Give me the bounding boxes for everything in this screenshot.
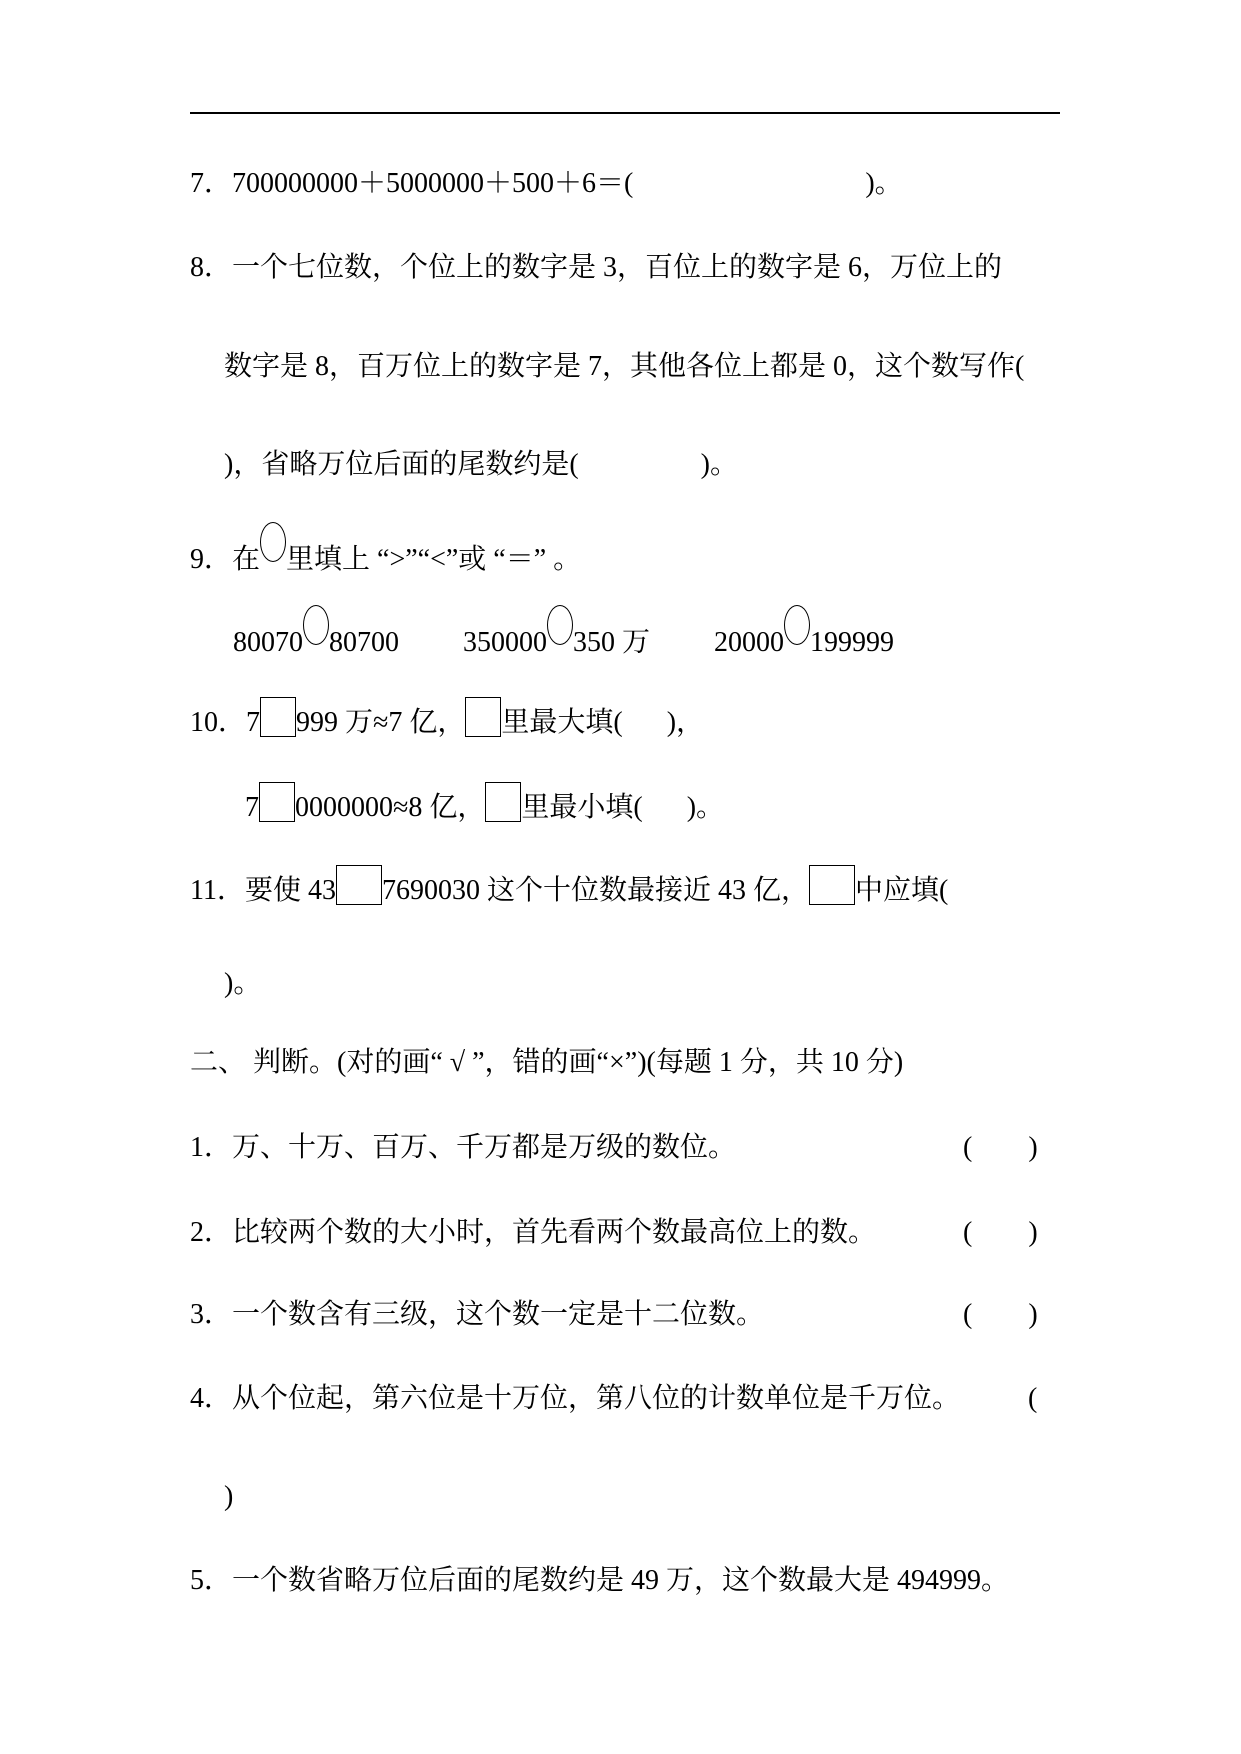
q11-a: 11．要使 43: [190, 875, 336, 906]
answer-paren[interactable]: (: [1028, 1383, 1038, 1414]
answer-circle[interactable]: [547, 605, 573, 645]
answer-paren[interactable]: ( ): [963, 1217, 1038, 1248]
answer-box[interactable]: [260, 697, 296, 737]
answer-box[interactable]: [336, 865, 382, 905]
q11-b: 7690030 这个十位数最接近 43 亿，: [381, 875, 809, 906]
section-2-title: 二、 判断。(对的画“ √ ”，错的画“×”)(每题 1 分，共 10 分): [190, 1047, 904, 1078]
question-11: [190, 865, 948, 908]
pair1-left: 80070: [233, 627, 303, 658]
judge-item-4: 4．从个位起，第六位是十万位，第八位的计数单位是千万位。: [190, 1383, 961, 1414]
answer-circle[interactable]: [303, 605, 329, 645]
q10-g: 里最小填(: [521, 792, 643, 823]
question-9-pairs: [233, 615, 894, 660]
question-9: [190, 532, 581, 577]
answer-circle[interactable]: [784, 605, 810, 645]
q10-h: )。: [686, 792, 725, 823]
question-11-line2: )。: [224, 968, 262, 999]
answer-paren-close: ): [224, 1481, 234, 1512]
pair3-left: 20000: [714, 627, 785, 658]
q8-text: )，省略万位后面的尾数约是(: [224, 449, 579, 480]
judge-item-5: 5．一个数省略万位后面的尾数约是 49 万，这个数最大是 494999。: [190, 1565, 1010, 1596]
question-8-line3: [224, 448, 738, 482]
judge-item-2: 2．比较两个数的大小时，首先看两个数最高位上的数。: [190, 1217, 877, 1248]
q8-end: )。: [700, 449, 738, 480]
question-8-line1: 8．一个七位数，个位上的数字是 3，百位上的数字是 6，万位上的: [190, 252, 1003, 283]
judge-item-1: 1．万、十万、百万、千万都是万级的数位。: [190, 1132, 737, 1163]
q10-f: 0000000≈8 亿，: [295, 792, 486, 823]
q9-prefix: 9．在: [190, 544, 261, 575]
q10-b: 999 万≈7 亿，: [296, 707, 466, 738]
q9-suffix: 里填上 “>”“<”或 “＝” 。: [286, 544, 582, 575]
q7-end: )。: [865, 168, 903, 199]
answer-paren[interactable]: ( ): [963, 1132, 1038, 1163]
q10-e: 7: [245, 792, 259, 823]
pair2-left: 350000: [463, 627, 547, 658]
question-10-line2: [245, 782, 724, 825]
box-icon: [485, 782, 521, 822]
q10-a: 10．7: [190, 707, 261, 738]
q10-d: )，: [666, 707, 705, 738]
question-10-line1: [190, 697, 704, 740]
header-rule: [190, 112, 1060, 114]
box-icon: [465, 697, 501, 737]
q10-c: 里最大填(: [501, 707, 623, 738]
pair1-right: 80700: [329, 627, 399, 658]
judge-item-3: 3．一个数含有三级，这个数一定是十二位数。: [190, 1299, 765, 1330]
box-icon: [809, 865, 855, 905]
q11-c: 中应填(: [854, 875, 949, 906]
question-7: [190, 167, 903, 201]
question-8-line2: 数字是 8，百万位上的数字是 7，其他各位上都是 0，这个数写作(: [224, 351, 1025, 382]
answer-box[interactable]: [259, 782, 295, 822]
answer-paren[interactable]: ( ): [963, 1299, 1038, 1330]
pair3-right: 199999: [810, 627, 895, 658]
answer-circle[interactable]: [260, 522, 286, 562]
pair2-right: 350 万: [573, 627, 651, 658]
q7-text: 7．700000000＋5000000＋500＋6＝(: [190, 168, 634, 199]
